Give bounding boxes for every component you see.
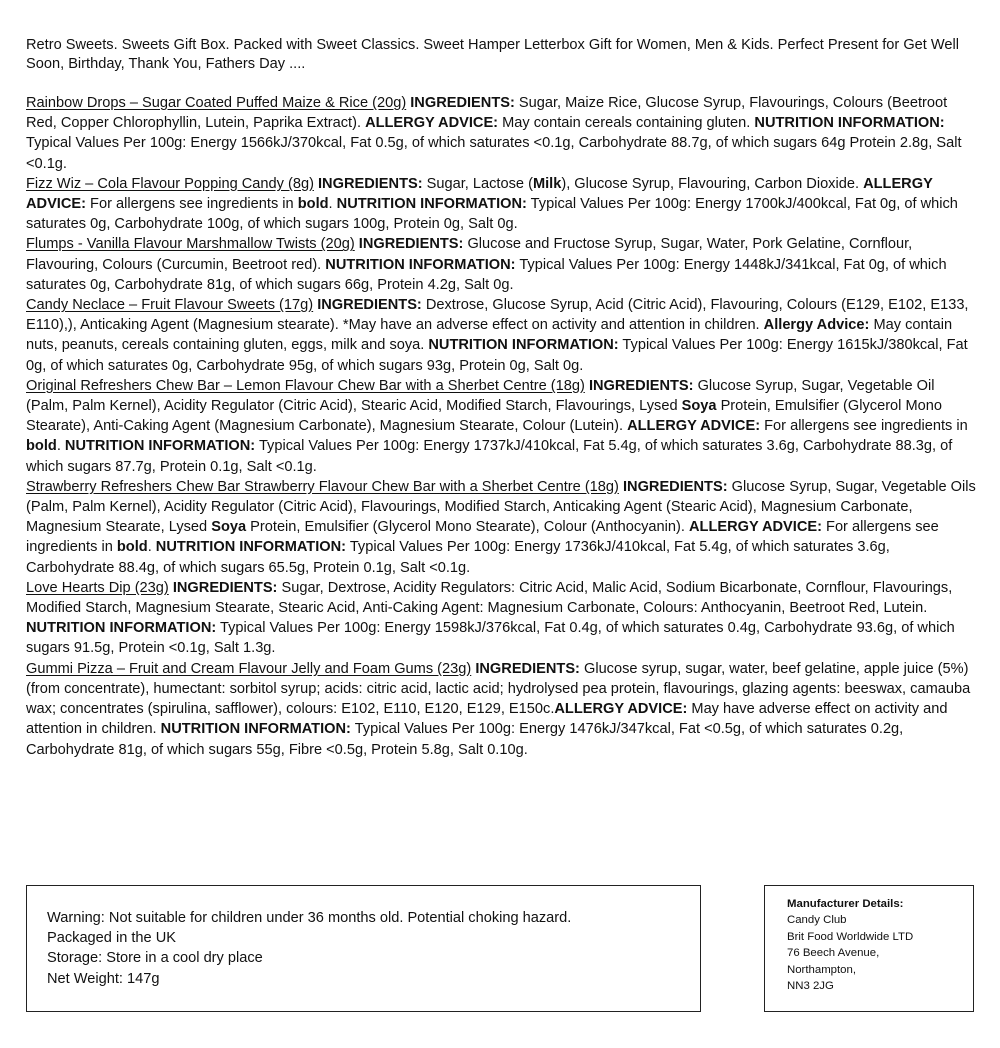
product-name: Fizz Wiz – Cola Flavour Popping Candy (8g) (26, 175, 314, 192)
product-text: For allergens see ingredients in (86, 196, 298, 213)
page-title: Retro Sweets. Sweets Gift Box. Packed with Sweet Classics. Sweet Hamper Letterbox Gift for Women, Men & Kids. Perfect Present for Get Well Soon, Birthday, Thank You, Fathers Day .... (26, 37, 960, 72)
section-label: NUTRITION INFORMATION: (754, 115, 945, 132)
section-label: INGREDIENTS: (410, 95, 515, 111)
section-label: NUTRITION INFORMATION: (64, 438, 256, 455)
warning-box (26, 885, 701, 1012)
product-text: Typical Values Per 100g: Energy 1476kJ/347kcal, Fat <0.5g, of which saturates 0.2g, Carbohydrate 81g, of which sugars 55g, Fibre <0.5g, Protein 5.8g, Salt 0.10g. (26, 721, 904, 758)
product-entry (26, 477, 976, 578)
product-text: Glucose syrup, sugar, water, beef gelatine, apple juice (5%) (from concentrate), humectant: sorbitol syrup; acids: citric acid, lactic acid; hydrolysed pea protein, flavourings, glazing agents: beeswax, camauba wax; concentrates (spirulina, safflower), colours: E102, E110, E120, E129, E150c. (26, 660, 971, 718)
product-entry (26, 174, 976, 235)
product-name: Flumps - Vanilla Flavour Marshmallow Twists (20g) (26, 236, 355, 253)
product-text: Protein, Emulsifier (Glycerol Mono Stearate), Colour (Anthocyanin). (246, 519, 689, 536)
product-text: . (147, 539, 156, 556)
manufacturer-line: 76 Beech Avenue, (787, 947, 880, 960)
product-text: Typical Values Per 100g: Energy 1615kJ/380kcal, Fat 0g, of which saturates 0g, Carbohydrate 95g, of which sugars 93g, Protein 0g, Salt 0g. (26, 337, 968, 374)
allergen-highlight: Soya (211, 519, 247, 536)
product-entry (26, 295, 976, 376)
product-text: May contain nuts, peanuts, cereals containing gluten, eggs, milk and soya. (26, 317, 953, 354)
product-name: Gummi Pizza – Fruit and Cream Flavour Jelly and Foam Gums (23g) (26, 660, 472, 677)
product-text: Typical Values Per 100g: Energy 1598kJ/376kcal, Fat 0.4g, of which saturates 0.4g, Carbohydrate 93.6g, of which sugars 91.5g, Protein <0.1g, Salt 1.3g. (26, 620, 955, 657)
product-text: Dextrose, Glucose Syrup, Acid (Citric Acid), Flavouring, Colours (E129, E102, E133, E110),), Anticaking Agent (Magnesium stearate). *May have an adverse effect on activity and attention in children. (26, 297, 969, 334)
allergen-highlight: bold (116, 539, 148, 556)
product-text: Typical Values Per 100g: Energy 1700kJ/400kcal, Fat 0g, of which saturates 0g, Carbohydrate 100g, of which sugars 100g, Protein 0g, Salt 0g. (26, 196, 958, 233)
section-label: INGREDIENTS: (318, 175, 423, 192)
section-label: INGREDIENTS: (358, 236, 464, 253)
manufacturer-box (764, 885, 974, 1012)
section-label: NUTRITION INFORMATION: (428, 337, 619, 354)
product-text: Protein, Emulsifier (Glycerol Mono Stearate), Anti-Caking Agent (Magnesium Carbonate), Magnesium Stearate, Colour (Lutein). (26, 398, 942, 435)
choking-warning: Warning: Not suitable for children under 36 months old. Potential choking hazard. (47, 910, 572, 926)
product-name: Rainbow Drops – Sugar Coated Puffed Maize & Rice (20g) (26, 95, 407, 111)
product-text: May contain cereals containing gluten. (498, 115, 755, 132)
section-label: Allergy Advice: (763, 317, 870, 334)
section-label: ALLERGY ADVICE: (26, 175, 933, 213)
manufacturer-heading: Manufacturer Details: (787, 898, 904, 910)
section-label: NUTRITION INFORMATION: (336, 196, 527, 213)
product-text: Typical Values Per 100g: Energy 1448kJ/341kcal, Fat 0g, of which saturates 0g, Carbohydrate 81g, of which sugars 66g, Protein 4.2g, Salt 0g. (26, 256, 947, 293)
manufacturer-line: Northampton, (787, 963, 857, 976)
allergen-highlight: Milk (532, 175, 562, 192)
product-name: Original Refreshers Chew Bar – Lemon Flavour Chew Bar with a Sherbet Centre (18g) (26, 377, 585, 394)
section-label: ALLERGY ADVICE: (627, 418, 761, 435)
packaged-info: Packaged in the UK (47, 930, 176, 947)
section-label: INGREDIENTS: (622, 478, 728, 495)
product-text: For allergens see ingredients in (26, 519, 939, 556)
product-text: Glucose and Fructose Syrup, Sugar, Water, Pork Gelatine, Cornflour, Flavouring, Colours (Curcumin, Beetroot red). (26, 236, 913, 273)
section-label: INGREDIENTS: (172, 579, 278, 596)
allergen-highlight: bold (26, 438, 57, 455)
manufacturer-line: NN3 2JG (787, 980, 834, 993)
product-text: Sugar, Maize Rice, Glucose Syrup, Flavourings, Colours (Beetroot Red, Copper Chlorophyllin, Lutein, Paprika Extract). (26, 95, 948, 132)
product-text: May have adverse effect on activity and attention in children. (26, 701, 948, 738)
product-text: Typical Values Per 100g: Energy 1566kJ/370kcal, Fat 0.5g, of which saturates <0.1g, Carbohydrate 88.7g, of which sugars 64g Protein 2.8g, Salt <0.1g. (26, 135, 962, 172)
section-label: INGREDIENTS: (317, 297, 422, 314)
section-label: ALLERGY ADVICE: (688, 519, 822, 536)
section-label: NUTRITION INFORMATION: (155, 539, 347, 556)
manufacturer-line: Candy Club (787, 914, 847, 927)
product-text: For allergens see ingredients in (760, 418, 968, 435)
product-text: Glucose Syrup, Sugar, Vegetable Oil (Palm, Palm Kernel), Acidity Regulator (Citric Acid), Stearic Acid, Modified Starch, Flavourings, Lysed (26, 377, 935, 415)
product-name: Candy Neclace – Fruit Flavour Sweets (17g) (26, 297, 314, 314)
product-text: Sugar, Lactose ( (422, 175, 533, 192)
product-entry (26, 376, 976, 477)
product-text: Glucose Syrup, Sugar, Vegetable Oils (Palm, Palm Kernel), Acidity Regulator (Citric Acid), Flavourings, Modified Starch, Anticaking Agent (Stearic Acid), Magnesium Carbonate, Magnesium Stearate, Lysed (26, 478, 976, 536)
storage-info: Storage: Store in a cool dry place (47, 950, 263, 967)
product-entry (26, 93, 976, 174)
section-label: ALLERGY ADVICE: (365, 115, 499, 132)
allergen-highlight: Soya (681, 398, 717, 415)
product-entry (26, 659, 976, 760)
product-entry (26, 578, 976, 659)
product-text: ), Glucose Syrup, Flavouring, Carbon Dioxide. (561, 175, 864, 192)
product-text: Typical Values Per 100g: Energy 1737kJ/410kcal, Fat 5.4g, of which saturates 3.6g, Carbohydrate 88.3g, of which sugars 87.7g, Protein 0.1g, Salt <0.1g. (26, 438, 953, 475)
section-label: NUTRITION INFORMATION: (160, 721, 351, 738)
section-label: INGREDIENTS: (475, 660, 580, 677)
product-list (26, 93, 976, 760)
section-label: NUTRITION INFORMATION: (26, 620, 217, 637)
product-text: . (56, 438, 65, 455)
product-text: Sugar, Dextrose, Acidity Regulators: Citric Acid, Malic Acid, Sodium Bicarbonate, Cornflour, Flavourings, Modified Starch, Magnesium Stearate, Stearic Acid, Anti-Caking Agent: Magnesium Carbonate, Colours: Anthocyanin, Beetroot Red, Lutein. (26, 579, 953, 617)
product-entry (26, 234, 976, 295)
section-label: ALLERGY ADVICE: (554, 701, 688, 718)
product-text: Typical Values Per 100g: Energy 1736kJ/410kcal, Fat 5.4g, of which saturates 3.6g, Carbohydrate 88.4g, of which sugars 65.5g, Protein 0.1g, Salt <0.1g. (26, 539, 890, 576)
product-name: Strawberry Refreshers Chew Bar Strawberry Flavour Chew Bar with a Sherbet Centre (18g) (26, 478, 619, 495)
manufacturer-line: Brit Food Worldwide LTD (787, 930, 914, 943)
product-text: . (328, 196, 337, 213)
net-weight: Net Weight: 147g (47, 970, 160, 987)
section-label: INGREDIENTS: (588, 377, 694, 394)
allergen-highlight: bold (297, 196, 329, 213)
section-label: NUTRITION INFORMATION: (325, 256, 516, 273)
product-name: Love Hearts Dip (23g) (26, 579, 169, 596)
